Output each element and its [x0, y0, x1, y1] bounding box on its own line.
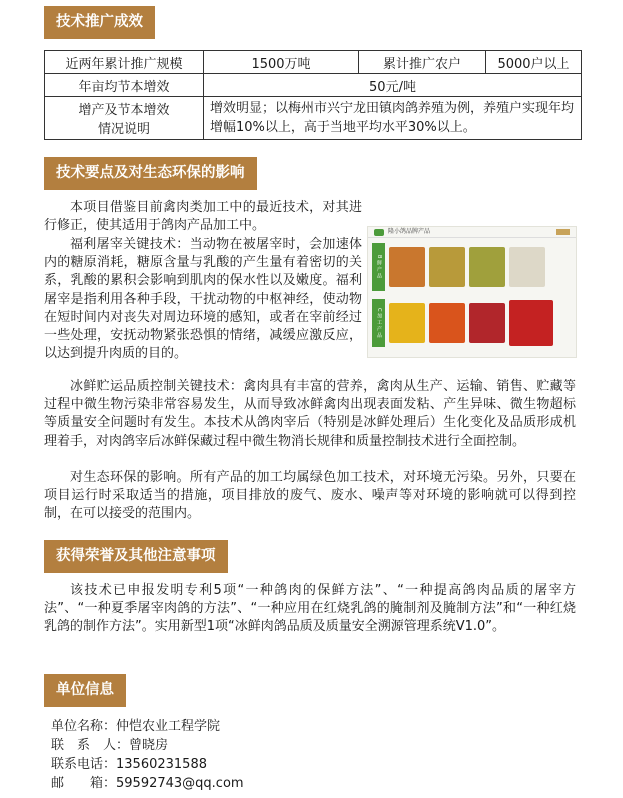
product-image-title: 隆小鸽品牌产品: [388, 228, 431, 235]
processed-products-row: [372, 299, 553, 347]
orange-package-photo-icon: [429, 303, 465, 343]
paragraph-cold-chain: 冰鲜贮运品质控制关键技术：禽肉具有丰富的营养，禽肉从生产、运输、销售、贮藏等过程中微生物污染非常容易发生，从而导致冰鲜禽肉出现表面发粘、产生异味、微生物超标等质量安全问题时有发生。本技术从鸽肉宰后（特别是冰鲜处理后）生化变化及品质形成机理着手，对肉鸽宰后冰鲜保藏过程中微生物消长规律和质量控制技术进行全面控制。: [44, 379, 576, 449]
table-cell: 50元/吨: [204, 74, 582, 97]
table-cell: 年亩均节本增效: [45, 74, 204, 97]
table-row: [45, 74, 582, 97]
pigeon-carcass-photo-icon: [429, 247, 465, 287]
processed-products-tag: C 加 工 产 品: [372, 299, 385, 347]
paragraph-intro: 本项目借鉴目前禽肉类加工中的最近技术，对其进行修正，使其适用于鸽肉产品加工中。: [44, 200, 362, 234]
product-image-header: [368, 227, 576, 238]
table-cell: 近两年累计推广规模: [45, 51, 204, 74]
roast-pigeon-photo-icon: [389, 247, 425, 287]
contact-person: 联 系 人：曾晓房: [51, 738, 169, 753]
brand-logo-icon: [374, 229, 384, 236]
paragraph-welfare-slaughter: 福利屠宰关键技术：当动物在被屠宰时，会加速体内的糖原消耗，糖原含量与乳酸的产生量有着密切的关系，乳酸的累积会影响到肌肉的保水性以及嫩度。福利屠宰是指利用各种手段，干扰动物的中枢神经，使动物在短时间内对丧失对周边环境的感知，或者在宰前经过一些处理，安抚动物紧张恐惧的情绪，减缓应激反应，以达到提升肉质的目的。: [44, 237, 362, 362]
paragraph-patents: 该技术已申报发明专利5项“一种鸽肉的保鲜方法”、“一种提高鸽肉品质的屠宰方法”、“一种夏季屠宰肉鸽的方法”、“一种应用在红烧乳鸽的腌制剂及腌制方法”和“一种红烧乳鸽的制作方法”。实用新型1项“冰鲜肉鸽品质及质量安全溯源管理系统V1.0”。: [44, 583, 576, 635]
table-row: [45, 51, 582, 74]
yellow-package-photo-icon: [389, 303, 425, 343]
table-row: [45, 97, 582, 140]
fresh-products-row: [372, 243, 545, 291]
table-cell: 累计推广农户: [359, 51, 486, 74]
table-cell: 增效明显；以梅州市兴宁龙田镇肉鸽养殖为例，养殖户实现年均增幅10%以上，高于当地平均水平30%以上。: [204, 97, 582, 140]
unit-name: 单位名称：仲恺农业工程学院: [51, 719, 221, 734]
fresh-products-tag: B 鲜 产 品: [372, 243, 385, 291]
paragraph-eco-impact: 对生态环保的影响。所有产品的加工均属绿色加工技术，对环境无污染。另外，只要在项目运行时采取适当的措施，项目排放的废气、废水、噪声等对环境的影响就可以得到控制，在可以接受的范围内。: [44, 470, 576, 522]
pigeon-eggs-photo-icon: [509, 247, 545, 287]
section-header-unit: 单位信息: [44, 674, 126, 707]
contact-phone: 联系电话：13560231588: [51, 757, 207, 772]
contact-email: 邮 箱：59592743@qq.com: [51, 776, 244, 791]
gift-box-photo-icon: [509, 300, 553, 346]
section-header-promotion: 技术推广成效: [44, 6, 155, 39]
section-header-key-points: 技术要点及对生态环保的影响: [44, 157, 257, 190]
table-cell-line: 增产及节本增效: [78, 103, 170, 118]
promotion-table: [44, 50, 582, 140]
table-cell-line: 情况说明: [97, 122, 150, 137]
table-cell: 1500万吨: [204, 51, 359, 74]
pigeon-pair-photo-icon: [469, 247, 505, 287]
red-package-photo-icon: [469, 303, 505, 343]
brand-mark-icon: [556, 229, 570, 235]
table-cell: [45, 97, 204, 140]
section-header-honors: 获得荣誉及其他注意事项: [44, 540, 228, 573]
table-cell: 5000户以上: [486, 51, 582, 74]
product-image: [367, 226, 577, 358]
